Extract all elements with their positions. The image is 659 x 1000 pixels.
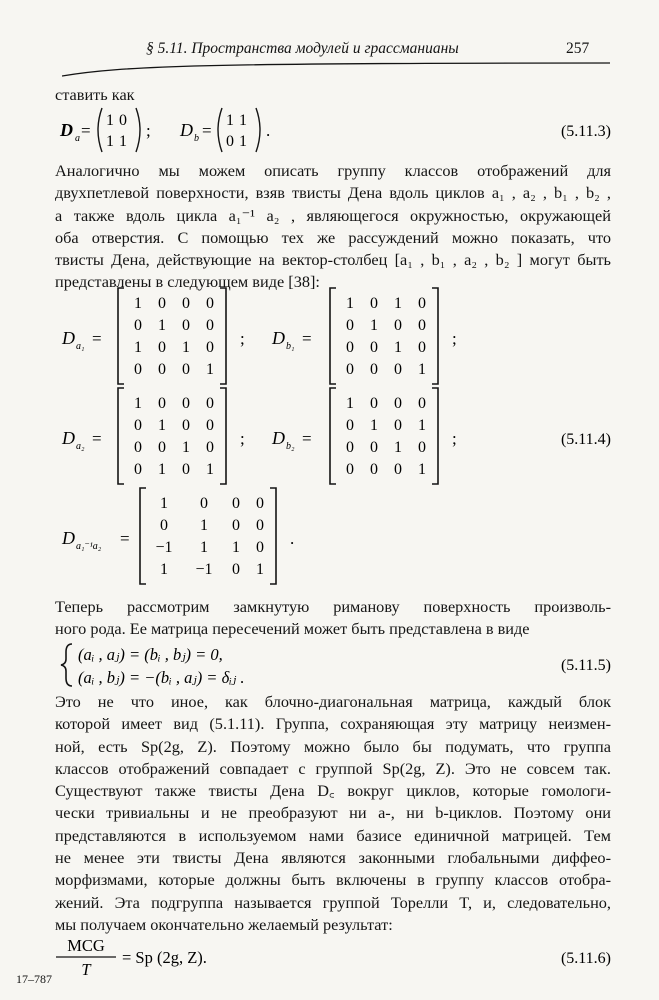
matrix-label: D — [272, 328, 285, 348]
eq-equals: = — [302, 329, 312, 348]
matrix-cell: 0 — [160, 517, 168, 534]
matrix-label-sub: b₁ — [286, 341, 295, 352]
paren-right — [136, 108, 140, 152]
text-line: Это не что иное, как блочно-диагональная матрица, каждый блок — [55, 692, 611, 711]
signature-mark: 17–787 — [16, 972, 52, 986]
paren-right — [256, 108, 260, 152]
matrix-cell: 0 — [182, 417, 190, 434]
matrix-label: D — [272, 428, 285, 448]
matrix-label: D — [62, 528, 75, 548]
matrix-cell: 0 — [370, 339, 378, 356]
eq-equals: = — [92, 429, 102, 448]
eq-number-5-11-5: (5.11.5) — [560, 657, 611, 674]
page-number: 257 — [566, 40, 590, 57]
bracket-left — [330, 388, 336, 484]
paren-left — [98, 108, 102, 152]
matrix-cell: 0 — [206, 339, 214, 356]
bracket-left — [118, 388, 124, 484]
matrix-cell: 0 — [370, 461, 378, 478]
eq-sep: ; — [240, 429, 245, 448]
matrix-cell: 0 — [418, 317, 426, 334]
eq-sep: ; — [240, 329, 245, 348]
matrix-label: D — [62, 428, 75, 448]
matrix-cell: 0 — [394, 461, 402, 478]
bracket-right — [432, 388, 438, 484]
matrix-cell: 0 — [418, 339, 426, 356]
matrix-cell: 0 — [134, 461, 142, 478]
eq-rhs: = Sp (2g, Z). — [122, 948, 207, 967]
matrix-cell: 0 — [158, 339, 166, 356]
eq-equals: = — [120, 529, 130, 548]
matrix-cell: 0 — [182, 361, 190, 378]
matrix-cell: 0 — [200, 495, 208, 512]
matrix-cell: 1 — [106, 112, 114, 129]
intro-fragment: ставить как — [55, 85, 135, 104]
matrix-cell: 0 — [206, 317, 214, 334]
text-line: ной, есть Sp(2g, Z). Поэтому можно было бы подумать, что группа — [55, 736, 611, 756]
matrix-cell: 0 — [158, 395, 166, 412]
text-line: чески тривиальны и не преобразуют ни a-, ни b-циклов. Поэтому они — [55, 803, 611, 823]
matrix-cell: 0 — [232, 561, 240, 578]
matrix-cell: 0 — [346, 317, 354, 334]
bracket-right — [432, 288, 438, 384]
matrix-cell: 0 — [134, 439, 142, 456]
paragraph-2 — [55, 596, 611, 641]
matrix-cell: 0 — [418, 295, 426, 312]
text-line: мы получаем окончательно желаемый результат: — [55, 914, 393, 934]
eq-label-da: D — [60, 120, 73, 140]
bracket-left — [330, 288, 336, 384]
text-line: представлены в следующем виде [38]: — [55, 272, 320, 292]
matrix-cell: 1 — [394, 339, 402, 356]
header-rule — [62, 62, 610, 78]
text-line: оба отверстия. С помощью тех же рассуждений можно показать, что — [55, 227, 611, 247]
matrix-cell: 0 — [394, 317, 402, 334]
matrix-cell: 1 — [418, 361, 426, 378]
eq-line-2: (aᵢ , bⱼ) = −(bᵢ , aⱼ) = δᵢⱼ . — [78, 668, 245, 687]
matrix-cell: 0 — [418, 439, 426, 456]
matrix-cell: 0 — [370, 439, 378, 456]
eq-label-db: D — [180, 120, 193, 140]
matrix-cell: 0 — [134, 361, 142, 378]
matrix-cell: 1 — [418, 417, 426, 434]
matrix-cell: 0 — [206, 417, 214, 434]
eq-line-1: (aᵢ , aⱼ) = (bᵢ , bⱼ) = 0, — [78, 645, 223, 664]
eq-sub-b: b — [194, 133, 199, 144]
bracket-right — [220, 288, 226, 384]
matrix-cell: 1 — [182, 439, 190, 456]
text-line: классов отображений совпадает с группой Sp(2g, Z). Это не совсем так. — [55, 758, 611, 778]
text-line: морфизмами, которые должны быть включены в группу классов отобра- — [55, 870, 611, 890]
matrix-cell: 0 — [346, 417, 354, 434]
matrix-label-sub: a₂ — [76, 441, 85, 452]
text-line: двухпетлевой поверхности, взяв твисты Дена вдоль циклов a₁ , a₂ , b₁ , b₂ , — [55, 183, 611, 203]
matrix-cell: 1 — [239, 133, 247, 150]
matrix-cell: 0 — [370, 295, 378, 312]
matrix-cell: 0 — [182, 317, 190, 334]
matrix-cell: 0 — [256, 539, 264, 556]
matrix-cell: 0 — [134, 417, 142, 434]
eq-sep: ; — [452, 329, 457, 348]
matrix-cell: 1 — [206, 461, 214, 478]
text-line: Существуют также твисты Дена D꜀ вокруг циклов, которые гомологи- — [55, 781, 611, 801]
matrix-cell: 1 — [158, 417, 166, 434]
matrix-cell: 0 — [158, 361, 166, 378]
matrix-label: D — [62, 328, 75, 348]
matrix-cell: 1 — [158, 461, 166, 478]
matrix-cell: 0 — [418, 395, 426, 412]
paren-left — [218, 108, 222, 152]
text-line: представляются в используемом нами базисе единичной матрицей. Тем — [55, 825, 611, 845]
matrix-da — [98, 108, 140, 152]
eq-number-5-11-3: (5.11.3) — [560, 123, 611, 140]
matrix-cell: 1 — [106, 133, 114, 150]
matrix-cell: 0 — [206, 439, 214, 456]
matrix-cell: −1 — [155, 539, 173, 556]
matrix-cell: 0 — [346, 461, 354, 478]
matrix-cell: 1 — [134, 295, 142, 312]
text-line: которой имеет вид (5.1.11). Группа, сохраняющая эту матрицу неизмен- — [55, 714, 611, 734]
eq-sep: . — [290, 529, 295, 548]
matrix-cell: 0 — [158, 439, 166, 456]
equation-5-11-4 — [50, 286, 611, 586]
matrix-cell: 1 — [119, 133, 127, 150]
eq-sub-a: a — [75, 133, 80, 144]
matrix-cell: 0 — [206, 295, 214, 312]
eq-equals: = — [202, 121, 212, 140]
matrix-label-sub: a₁ — [76, 341, 85, 352]
bracket-left — [118, 288, 124, 384]
matrix-cell: 1 — [239, 112, 247, 129]
matrix-cell: 0 — [370, 395, 378, 412]
matrix-cell: 0 — [256, 495, 264, 512]
eq-equals: = — [81, 121, 91, 140]
equation-5-11-5 — [50, 640, 611, 690]
matrix-cell: −1 — [195, 561, 213, 578]
matrix-cell: 1 — [160, 561, 168, 578]
matrix-cell: 1 — [394, 295, 402, 312]
system-brace — [61, 644, 72, 686]
matrix-cell: 0 — [134, 317, 142, 334]
frac-denominator: T — [81, 960, 91, 979]
matrix-cell: 1 — [206, 361, 214, 378]
matrix-cell: 0 — [119, 112, 127, 129]
matrix-db — [218, 108, 260, 152]
bracket-left — [140, 488, 146, 584]
matrix-cell: 1 — [134, 339, 142, 356]
matrix-cell: 1 — [370, 417, 378, 434]
matrix-cell: 1 — [232, 539, 240, 556]
matrix-cell: 0 — [226, 133, 234, 150]
matrix-cell: 1 — [200, 517, 208, 534]
matrix-cell: 0 — [182, 395, 190, 412]
text-line: не менее эти твисты Дена являются законными глобальными диффео- — [55, 848, 611, 868]
matrix-cell: 1 — [394, 439, 402, 456]
matrix-cell: 1 — [226, 112, 234, 129]
text-line: ного рода. Ее матрица пересечений может быть представлена в виде — [55, 619, 530, 639]
matrix-cell: 1 — [158, 317, 166, 334]
matrix-cell: 0 — [232, 495, 240, 512]
bracket-right — [220, 388, 226, 484]
matrix-cell: 0 — [370, 361, 378, 378]
eq-number-5-11-4: (5.11.4) — [560, 431, 611, 448]
matrix-cell: 0 — [206, 395, 214, 412]
matrix-cell: 1 — [256, 561, 264, 578]
eq-sep: ; — [452, 429, 457, 448]
text-line: Аналогично мы можем описать группу классов отображений для — [55, 161, 611, 180]
matrix-label-sub: a₁⁻¹a₂ — [76, 541, 102, 552]
paragraph-1 — [55, 160, 611, 294]
matrix-cell: 0 — [346, 439, 354, 456]
matrix-cell: 0 — [394, 395, 402, 412]
matrix-cell: 0 — [232, 517, 240, 534]
matrix-cell: 1 — [134, 395, 142, 412]
matrix-cell: 0 — [158, 295, 166, 312]
matrix-cell: 1 — [346, 395, 354, 412]
matrix-cell: 1 — [182, 339, 190, 356]
matrix-label-sub: b₂ — [286, 441, 295, 452]
eq-equals: = — [302, 429, 312, 448]
matrix-cell: 0 — [182, 461, 190, 478]
text-line: жений. Эта подгруппа называется группой Торелли T, и, следовательно, — [55, 892, 611, 912]
eq-sep: ; — [146, 121, 151, 140]
matrix-cell: 1 — [370, 317, 378, 334]
matrix-cell: 1 — [160, 495, 168, 512]
eq-equals: = — [92, 329, 102, 348]
eq-end: . — [266, 121, 271, 140]
text-line: Теперь рассмотрим замкнутую риманову поверхность произволь- — [55, 597, 611, 616]
matrix-cell: 0 — [346, 361, 354, 378]
matrix-cell: 1 — [346, 295, 354, 312]
matrix-cell: 0 — [394, 417, 402, 434]
matrix-cell: 1 — [200, 539, 208, 556]
paragraph-3 — [55, 691, 611, 936]
matrix-cell: 1 — [418, 461, 426, 478]
frac-numerator: MCG — [67, 936, 105, 955]
matrix-cell: 0 — [182, 295, 190, 312]
bracket-right — [270, 488, 276, 584]
equation-5-11-3 — [50, 104, 611, 156]
text-line: а также вдоль цикла a₁⁻¹ a₂ , являющегося окружностью, окружающей — [55, 205, 611, 225]
text-line: твисты Дена, действующие на вектор-столбец [a₁ , b₁ , a₂ , b₂ ] могут быть — [55, 250, 611, 270]
eq-number-5-11-6: (5.11.6) — [560, 950, 611, 967]
header-title: § 5.11. Пространства модулей и грассманианы — [146, 40, 459, 57]
equation-5-11-6 — [50, 934, 611, 982]
matrix-cell: 0 — [394, 361, 402, 378]
matrix-cell: 0 — [346, 339, 354, 356]
matrix-cell: 0 — [256, 517, 264, 534]
